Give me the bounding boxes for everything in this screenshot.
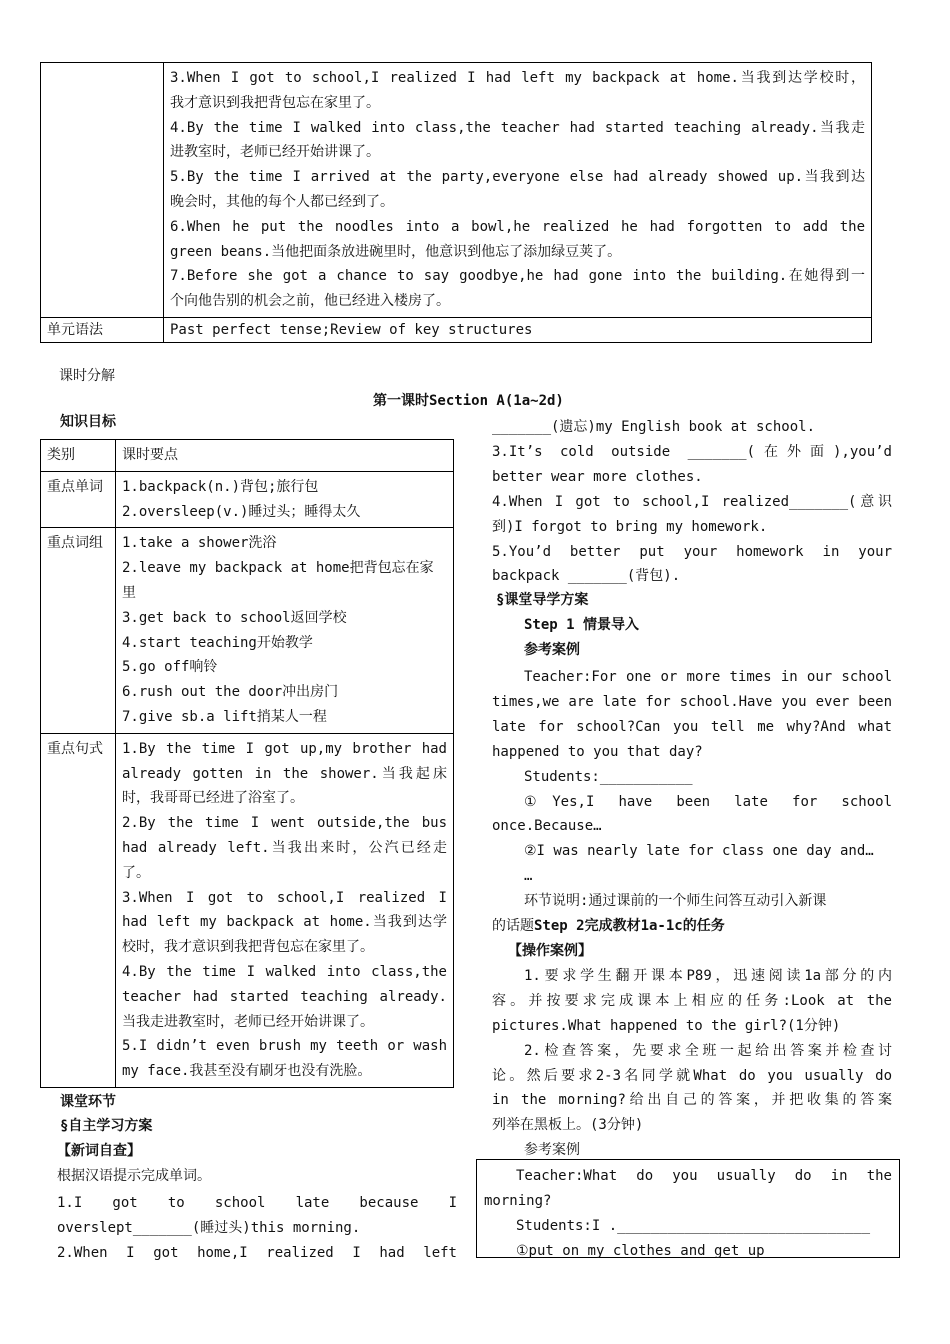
point-item: 5.go off响铃 [122,659,218,676]
classroom-heading: 课堂环节 [60,1094,116,1110]
point-item: 4.start teaching开始教学 [122,634,313,651]
point-item: 1.take a shower洗浴 [122,535,277,552]
point-item: 5.I didn’t even brush my teeth or wash my face.我甚至没有刷牙也没有洗脸。 [122,1038,447,1080]
box-teacher-line: morning? [484,1192,552,1209]
knowledge-table [40,439,454,1088]
exercise-line: _______(遗忘)my English book at school. [492,419,816,435]
guide-heading: §课堂导学方案 [496,592,589,608]
box-students-line: Students:I .______________________________ [516,1217,871,1234]
header-points: 课时要点 [116,440,454,472]
point-item: 7.give sb.a lift捎某人一程 [122,708,327,725]
note-text: 的话题 [492,918,534,935]
exercise-line: better wear more clothes. [492,468,703,485]
exercise-line: 4.When I got to school,I realized_______(意识 [492,493,892,510]
op-line: 论。然后要求2-3名同学就What do you usually do [492,1067,892,1084]
points-cell [116,733,454,1087]
box-teacher-line: Teacher:What do you usually do in the [516,1168,892,1184]
op-line: 容。并按要求完成课本上相应的任务:Look at the [492,992,892,1009]
grammar-value: Past perfect tense;Review of key structures [164,317,872,342]
sentence-line: 4.By the time I walked into class,the teacher had started teaching already.当我走 [170,119,865,136]
table-row [41,733,454,1087]
lesson-title: 第一课时Section A(1a~2d) [373,393,564,409]
table-row [41,471,454,528]
table-row [41,528,454,733]
exercise-line: backpack _______(背包). [492,568,681,585]
category-cell: 重点词组 [41,528,116,733]
point-item: 6.rush out the door冲出房门 [122,684,339,701]
reference-box [476,1159,900,1258]
exercise-line: 5.You’d better put your homework in your [492,543,892,560]
sentence-line: 7.Before she got a chance to say goodbye,he had gone into the building.在她得到一 [170,268,865,285]
exercise-line: 到)I forgot to bring my homework. [492,518,768,535]
exercise-line: 3.It’s cold outside _______(在外面),you’d [492,443,892,460]
sentence-line: 个向他告别的机会之前，他已经进入楼房了。 [170,293,450,310]
category-cell: 重点单词 [41,471,116,528]
sentence-line: 5.By the time I arrived at the party,everyone else had already showed up.当我到达 [170,169,865,186]
step1-heading: Step 1 情景导入 [524,617,640,633]
sentence-line: 6.When he put the noodles into a bowl,he realized he had forgotten to add the [170,218,865,235]
point-item: 1.By the time I got up,my brother had already gotten in the shower.当我起床时，我哥哥已经进了浴室了。 [122,740,447,807]
answer-line: ①Yes,I have been late for school [524,793,892,810]
sentence-line: 我才意识到我把背包忘在家里了。 [170,94,380,111]
note-line [492,914,892,939]
box-answer-line: ①put on my clothes and get up [516,1242,765,1259]
teacher-line: times,we are late for school.Have you ever been [492,693,892,710]
top-table [40,62,872,343]
teacher-line: Teacher:For one or more times in our school [524,669,892,685]
op-line: pictures.What happened to the girl?(1分钟) [492,1017,841,1034]
sentence-line: 进教室时，老师已经开始讲课了。 [170,144,380,161]
category-cell: 重点句式 [41,733,116,1087]
table-row [41,317,872,342]
point-item: 1.backpack(n.)背包;旅行包 [122,478,319,495]
point-item: 2.leave my backpack at home把背包忘在家里 [122,560,434,601]
answer-line: ②I was nearly late for class one day and… [524,843,874,860]
grammar-label: 单元语法 [41,317,164,342]
exercise-line: 2.When I got home,I realized I had left [57,1244,457,1261]
students-line: Students:___________ [524,768,693,785]
instruction-text: 根据汉语提示完成单词。 [57,1168,211,1184]
points-cell [116,528,454,733]
teacher-line: happened to you that day? [492,743,703,760]
op-case-heading: 【操作案例】 [508,942,592,959]
point-item: 3.When I got to school,I realized I had left my backpack at home.当我到达学校时，我才意识到我把背包忘在家里了。 [122,889,447,956]
point-item: 2.oversleep(v.)睡过头；睡得太久 [122,503,361,520]
answer-line: once.Because… [492,818,602,835]
point-item: 4.By the time I walked into class,the teacher had started teaching already.当我走进教室时，老师已经开始讲课了。 [122,963,447,1030]
point-item: 3.get back to school返回学校 [122,609,347,626]
op-line: in the morning?给出自己的答案，并把收集的答案 [492,1092,892,1109]
note-line: 环节说明:通过课前的一个师生问答互动引入新课 [524,893,827,910]
step2-heading: Step 2完成教材1a-1c的任务 [534,918,725,935]
points-cell [116,471,454,528]
op-line: 1.要求学生翻开课本P89，迅速阅读1a部分的内 [524,967,892,984]
new-words-heading: 【新词自查】 [57,1143,141,1159]
ref-case-heading: 参考案例 [524,642,580,658]
sentence-line: green beans.当他把面条放进碗里时，他意识到他忘了添加绿豆荚了。 [170,243,622,260]
sentences-cell [164,63,872,318]
empty-cell [41,63,164,318]
table-row [41,63,872,318]
op-line: 列举在黑板上。(3分钟) [492,1117,644,1134]
ellipsis: … [524,868,533,885]
point-item: 2.By the time I went outside,the bus had already left.当我出来时，公汽已经走了。 [122,815,447,881]
lesson-breakdown: 课时分解 [59,368,115,384]
header-category: 类别 [41,440,116,472]
op-line: 2.检查答案，先要求全班一起给出答案并检查讨 [524,1042,892,1059]
exercise-line: 1.I got to school late because I [57,1195,457,1211]
self-study-heading: §自主学习方案 [60,1118,153,1134]
teacher-line: late for school?Can you tell me why?And what [492,718,892,735]
ref-case-heading: 参考案例 [524,1142,580,1159]
sentence-line: 3.When I got to school,I realized I had left my backpack at home.当我到达学校时， [170,70,865,86]
exercise-line: overslept_______(睡过头)this morning. [57,1219,361,1236]
sentence-line: 晚会时，其他的每个人都已经到了。 [170,193,394,210]
table-row [41,440,454,472]
knowledge-goal-heading: 知识目标 [60,414,116,430]
